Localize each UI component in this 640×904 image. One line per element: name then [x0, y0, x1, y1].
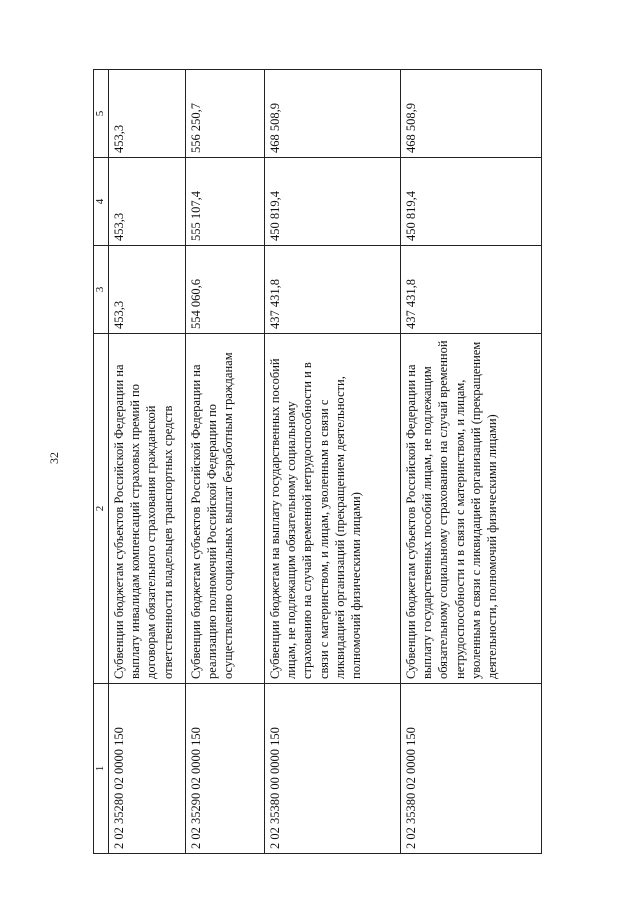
code-cell: 2 02 35280 02 0000 150 — [109, 684, 186, 854]
table-row — [265, 70, 401, 854]
description-cell: Субвенции бюджетам субъектов Российской Федерации на реализацию полномочий Российской Федерации по осуществлению социальных выплат безработным гражданам — [186, 334, 265, 684]
header-row — [94, 70, 109, 854]
description-cell: Субвенции бюджетам на выплату государственных пособий лицам, не подлежащим обязательному социальному страхованию на случай временной нетрудоспособности и в связи с материнством, и лицам, уволенным в связи с ликвидацией организаций (прекращением деятельности, полномочий физическими лицами) — [265, 334, 401, 684]
value-cell-col4: 453,3 — [109, 158, 186, 246]
code-cell: 2 02 35290 02 0000 150 — [186, 684, 265, 854]
header-col-2: 2 — [94, 334, 109, 684]
description-cell: Субвенции бюджетам субъектов Российской Федерации на выплату государственных пособий лицам, не подлежащим обязательному социальному страхованию на случай временной нетрудоспособности и в связи с материнством, и лицам, уволенным в связи с ликвидацией организаций (прекращением деятельности, полномочий физическими лицами) — [401, 334, 542, 684]
value-cell-col4: 450 819,4 — [401, 158, 542, 246]
value-cell-col5: 468 508,9 — [401, 70, 542, 158]
rotated-table-wrapper — [93, 70, 544, 854]
description-cell: Субвенции бюджетам субъектов Российской Федерации на выплату инвалидам компенсаций страховых премий по договорам обязательного страхования гражданской ответственности владельцев транспортных средств — [109, 334, 186, 684]
value-cell-col5: 468 508,9 — [265, 70, 401, 158]
value-cell-col4: 450 819,4 — [265, 158, 401, 246]
value-cell-col5: 453,3 — [109, 70, 186, 158]
header-col-4: 4 — [94, 158, 109, 246]
table-row — [186, 70, 265, 854]
value-cell-col5: 556 250,7 — [186, 70, 265, 158]
header-col-5: 5 — [94, 70, 109, 158]
table-row — [109, 70, 186, 854]
code-cell: 2 02 35380 02 0000 150 — [401, 684, 542, 854]
table-row — [401, 70, 542, 854]
code-cell: 2 02 35380 00 0000 150 — [265, 684, 401, 854]
value-cell-col3: 453,3 — [109, 246, 186, 334]
header-col-3: 3 — [94, 246, 109, 334]
value-cell-col3: 437 431,8 — [265, 246, 401, 334]
page-number: 32 — [46, 452, 61, 464]
value-cell-col3: 554 060,6 — [186, 246, 265, 334]
value-cell-col4: 555 107,4 — [186, 158, 265, 246]
value-cell-col3: 437 431,8 — [401, 246, 542, 334]
budget-table — [93, 69, 542, 854]
header-col-1: 1 — [94, 684, 109, 854]
